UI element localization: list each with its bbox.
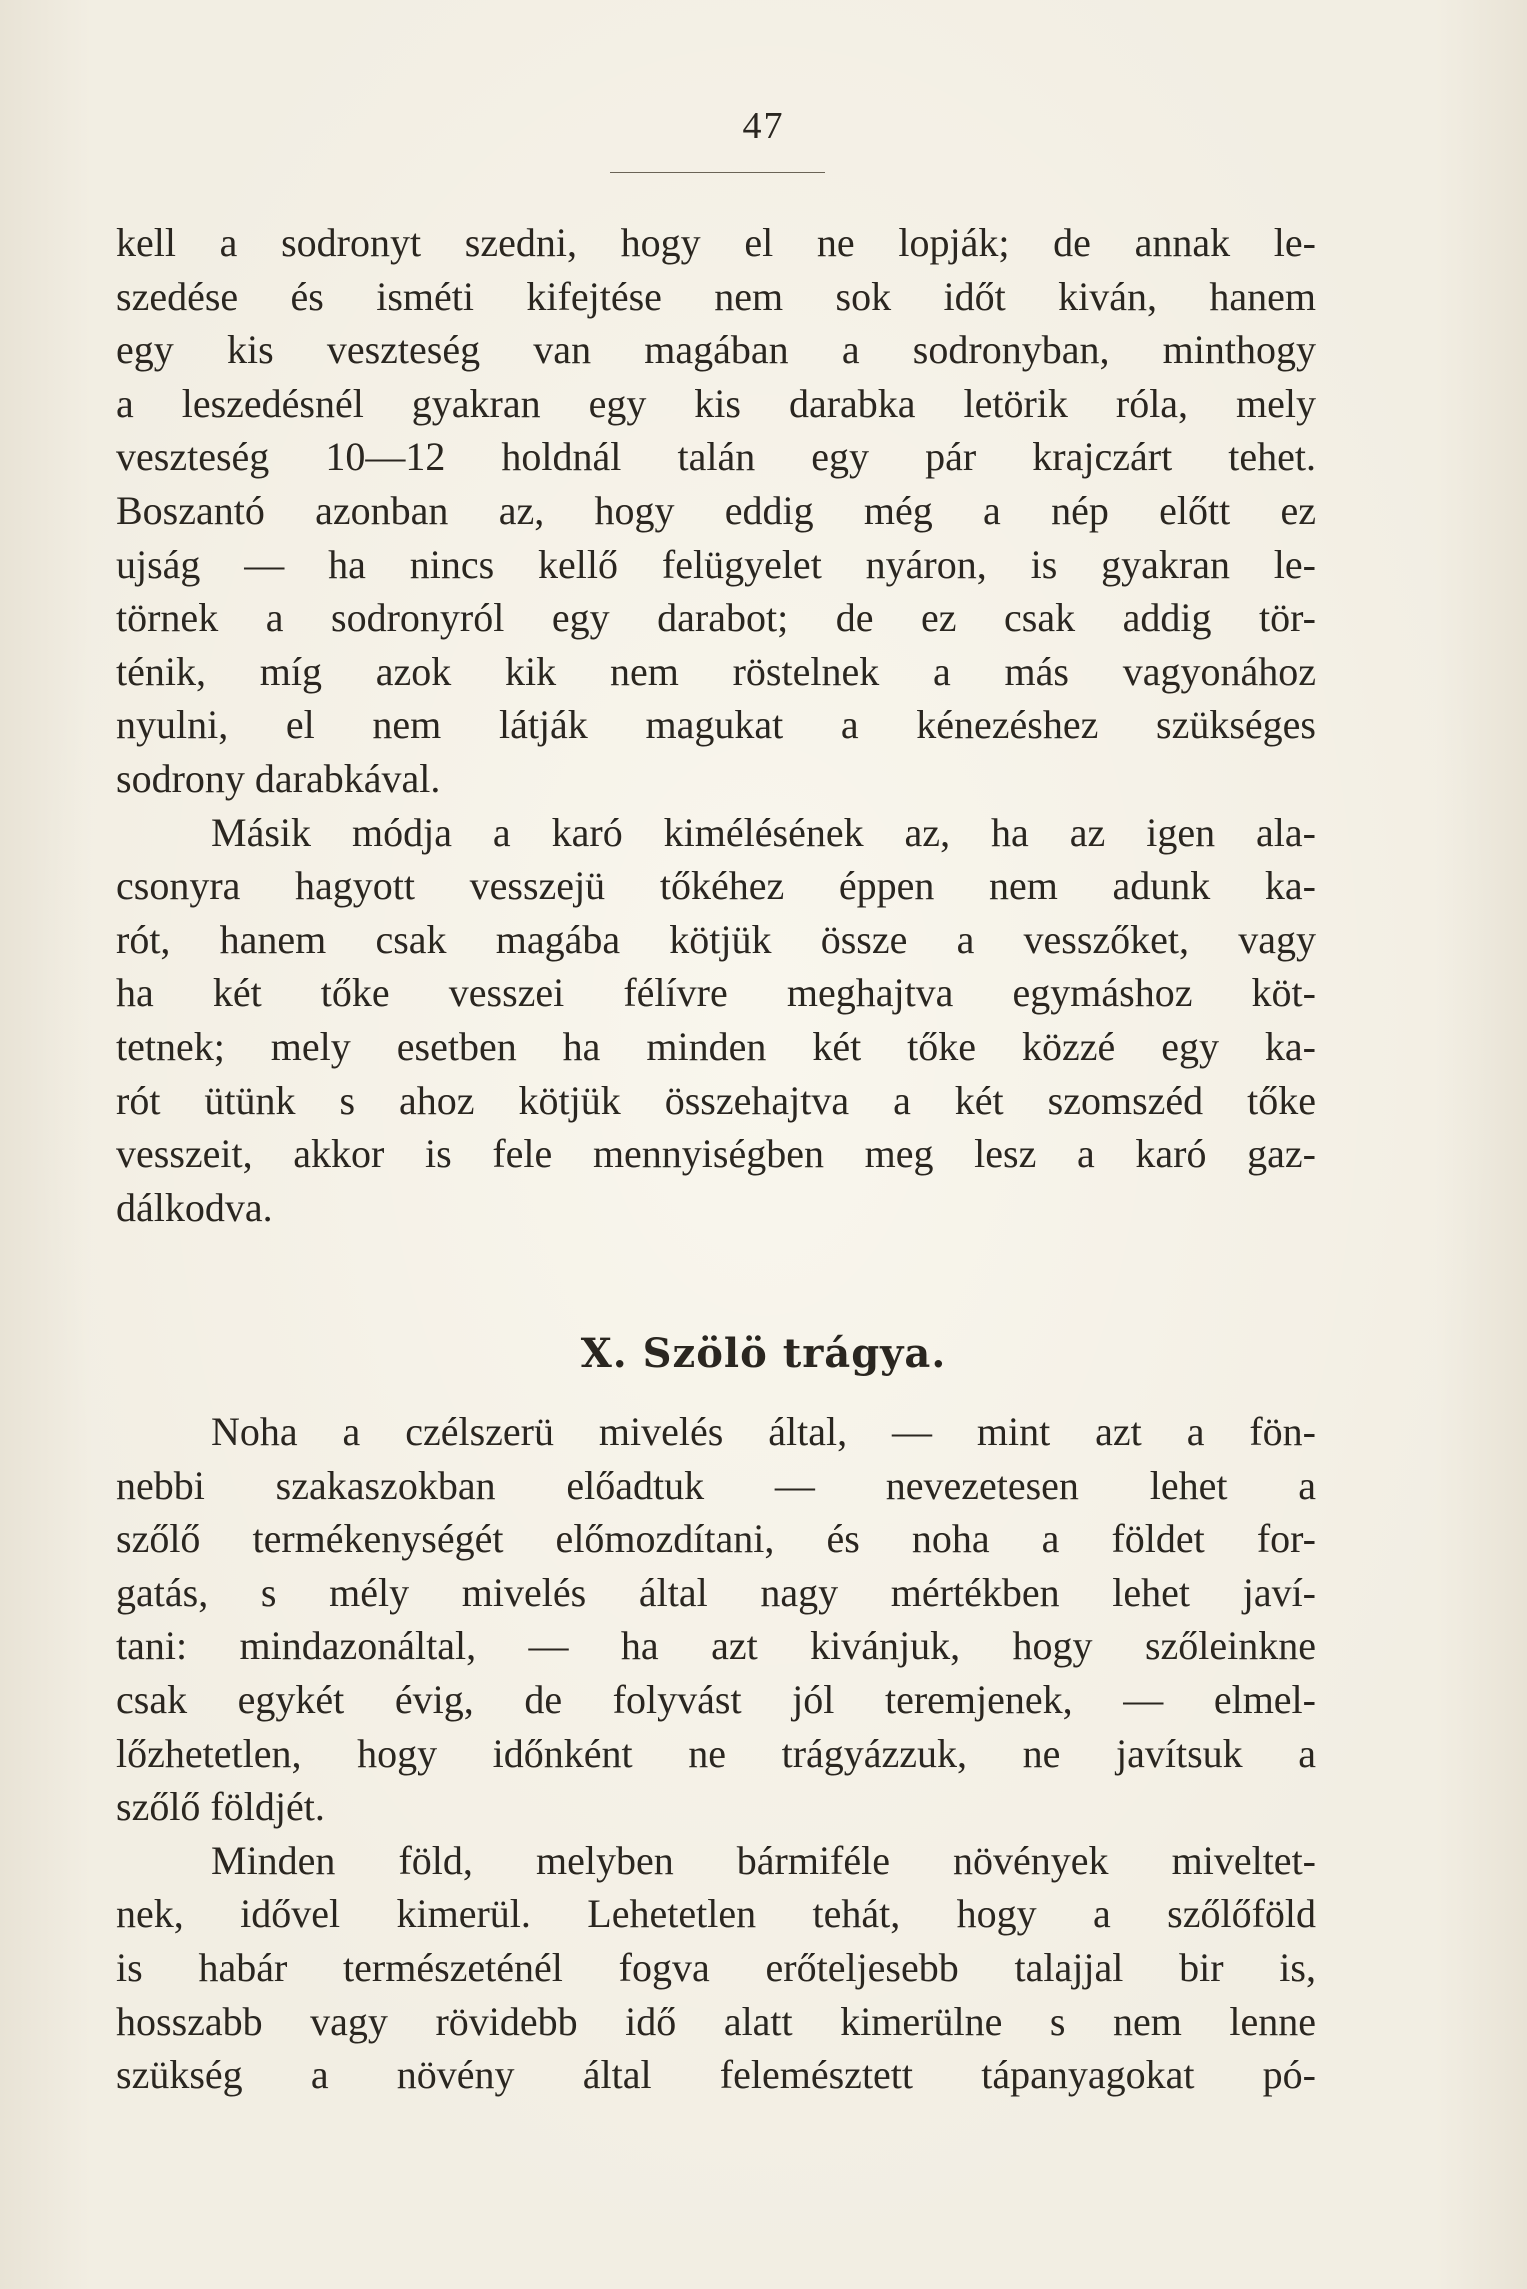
- text-line: szőlő termékenységét előmozdítani, és noha a földet for-: [116, 1516, 1316, 1562]
- section-heading: X. Szölö trágya.: [580, 1330, 947, 1377]
- text-line: szükség a növény által felemésztett tápanyagokat pó-: [116, 2052, 1316, 2098]
- text-line: hosszabb vagy rövidebb idő alatt kimerülne s nem lenne: [116, 1998, 1316, 2044]
- text-line: egy kis veszteség van magában a sodronyban, minthogy: [116, 327, 1316, 373]
- body-text-top: [116, 216, 1316, 1234]
- header-rule: [610, 172, 825, 173]
- text-line: rót ütünk s ahoz kötjük összehajtva a két szomszéd tőke: [116, 1077, 1316, 1123]
- page-number: 47: [742, 105, 785, 147]
- text-line: veszteség 10—12 holdnál talán egy pár krajczárt tehet.: [116, 434, 1316, 480]
- text-line: gatás, s mély mivelés által nagy mértékben lehet javí-: [116, 1569, 1316, 1615]
- text-line: dálkodva.: [116, 1184, 273, 1230]
- text-line: tani: mindazonáltal, — ha azt kivánjuk, hogy szőleinkne: [116, 1623, 1316, 1669]
- text-line: kell a sodronyt szedni, hogy el ne lopják; de annak le-: [116, 220, 1316, 265]
- text-line: ujság — ha nincs kellő felügyelet nyáron, is gyakran le-: [116, 541, 1316, 587]
- text-line: csak egykét évig, de folyvást jól teremjenek, — elmel-: [116, 1676, 1316, 1722]
- text-line: törnek a sodronyról egy darabot; de ez csak addig tör-: [116, 595, 1316, 641]
- text-line: nebbi szakaszokban előadtuk — nevezetesen lehet a: [116, 1462, 1316, 1508]
- text-line: sodrony darabkával.: [116, 755, 441, 801]
- text-line: nyulni, el nem látják magukat a kénezéshez szükséges: [116, 702, 1316, 748]
- text-line: szőlő földjét.: [116, 1784, 325, 1830]
- text-line: is habár természeténél fogva erőteljesebb talajjal bir is,: [116, 1944, 1316, 1990]
- text-line: Boszantó azonban az, hogy eddig még a nép előtt ez: [116, 487, 1316, 533]
- text-line: csonyra hagyott vesszejü tőkéhez éppen nem adunk ka-: [116, 863, 1316, 909]
- text-line: nek, idővel kimerül. Lehetetlen tehát, hogy a szőlőföld: [116, 1891, 1316, 1937]
- text-line: ha két tőke vesszei félívre meghajtva egymáshoz köt-: [116, 970, 1316, 1016]
- text-line: a leszedésnél gyakran egy kis darabka letörik róla, mely: [116, 380, 1316, 426]
- text-line: ténik, míg azok kik nem röstelnek a más vagyonához: [116, 648, 1316, 694]
- text-line: Noha a czélszerü mivelés által, — mint azt a fön-: [211, 1409, 1316, 1454]
- text-line: tetnek; mely esetben ha minden két tőke közzé egy ka-: [116, 1023, 1316, 1069]
- text-line: lőzhetetlen, hogy időnként ne trágyázzuk, ne javítsuk a: [116, 1730, 1316, 1776]
- body-text-bottom: [116, 1405, 1316, 2102]
- text-line: Másik módja a karó kimélésének az, ha az igen ala-: [211, 809, 1316, 855]
- text-line: szedése és isméti kifejtése nem sok időt kiván, hanem: [116, 273, 1316, 319]
- text-line: Minden föld, melyben bármiféle növények miveltet-: [211, 1837, 1316, 1883]
- text-line: vesszeit, akkor is fele mennyiségben meg lesz a karó gaz-: [116, 1131, 1316, 1177]
- text-line: rót, hanem csak magába kötjük össze a vesszőket, vagy: [116, 916, 1316, 962]
